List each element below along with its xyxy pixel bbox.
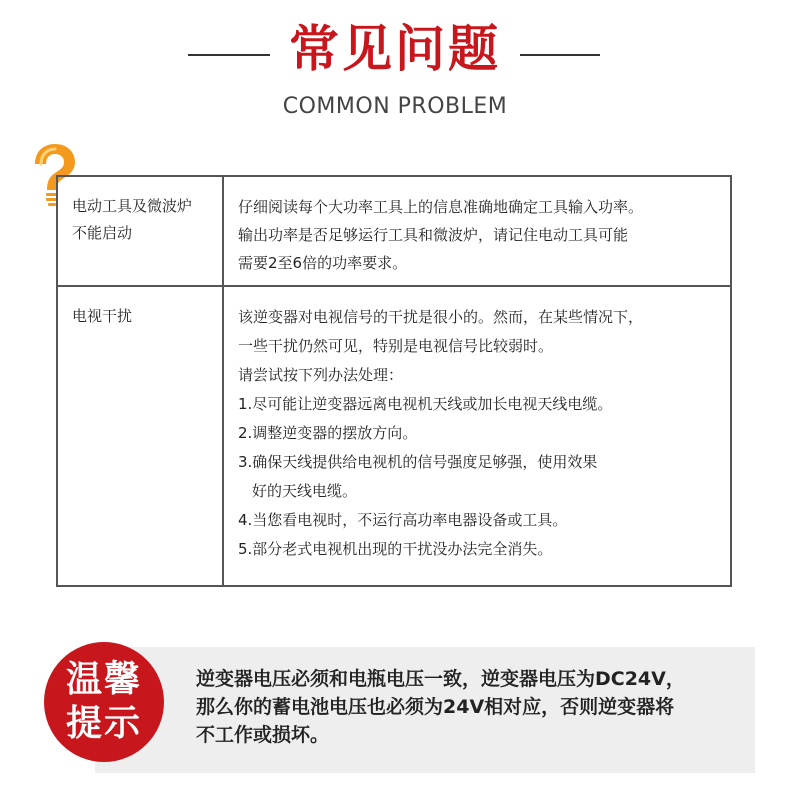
faq-answer-line: 一些干扰仍然可见，特别是电视信号比较弱时。	[238, 337, 554, 355]
tip-text	[196, 665, 736, 749]
faq-answer-line: 需要2至6倍的功率要求。	[238, 254, 408, 272]
faq-answer-line: 该逆变器对电视信号的干扰是很小的。然而，在某些情况下，	[238, 308, 644, 326]
faq-answer-line: 5.部分老式电视机出现的干扰没办法完全消失。	[238, 540, 553, 558]
faq-answer-line: 3.确保天线提供给电视机的信号强度足够强，使用效果	[238, 453, 598, 471]
faq-question-line: 电动工具及微波炉	[72, 197, 193, 215]
faq-answer-line: 好的天线电缆。	[252, 482, 358, 500]
faq-question	[72, 303, 218, 330]
faq-answer	[238, 303, 718, 564]
faq-question	[72, 193, 218, 247]
faq-answer	[238, 193, 718, 277]
faq-answer-line: 请尝试按下列办法处理：	[238, 366, 404, 384]
faq-question-line: 电视干扰	[72, 307, 133, 325]
faq-answer-line: 4.当您看电视时，不运行高功率电器设备或工具。	[238, 511, 568, 529]
faq-answer-line: 2.调整逆变器的摆放方向。	[238, 424, 418, 442]
tip-badge-line: 提示	[65, 703, 142, 744]
faq-answer-line: 1.尽可能让逆变器远离电视机天线或加长电视天线电缆。	[238, 395, 613, 413]
tip-text-line: 那么你的蓄电池电压也必须为24V相对应，否则逆变器将	[196, 696, 675, 718]
tip-text-line: 逆变器电压必须和电瓶电压一致，逆变器电压为DC24V，	[196, 668, 685, 690]
tip-badge	[44, 642, 164, 762]
faq-question-line: 不能启动	[72, 224, 133, 242]
tip-badge-line: 温馨	[65, 659, 142, 700]
page-title: 常见问题	[289, 20, 501, 78]
faq-row	[58, 287, 730, 585]
faq-answer-line: 仔细阅读每个大功率工具上的信息准确地确定工具输入功率。	[238, 198, 644, 216]
faq-answer-line: 输出功率是否足够运行工具和微波炉，请记住电动工具可能	[238, 226, 629, 244]
faq-table	[56, 175, 732, 587]
tip-text-line: 不工作或损坏。	[196, 724, 330, 746]
faq-row	[58, 177, 730, 287]
page-subtitle: COMMON PROBLEM	[282, 94, 508, 119]
title-divider-right	[520, 54, 600, 56]
